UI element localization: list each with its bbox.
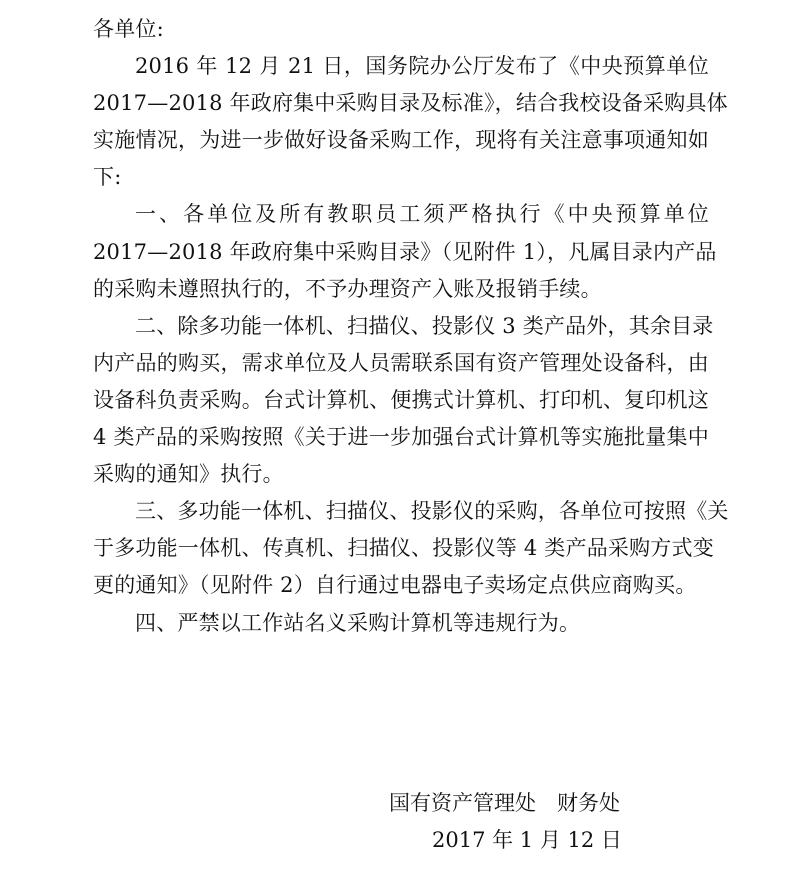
body-line: 于多功能一体机、传真机、扫描仪、投影仪等 4 类产品采购方式变 bbox=[93, 536, 714, 561]
body-line: 一、各单位及所有教职员工须严格执行《中央预算单位 bbox=[135, 202, 709, 227]
salutation: 各单位: bbox=[93, 17, 164, 41]
body-line: 2016 年 12 月 21 日，国务院办公厅发布了《中央预算单位 bbox=[135, 54, 709, 78]
body-line: 内产品的购买，需求单位及人员需联系国有资产管理处设备科，由 bbox=[93, 350, 709, 375]
body-line: 三、多功能一体机、扫描仪、投影仪的采购，各单位可按照《关 bbox=[135, 499, 729, 524]
body-line: 更的通知》（见附件 2）自行通过电器电子卖场定点供应商购买。 bbox=[93, 573, 697, 598]
body-line: 四、严禁以工作站名义采购计算机等违规行为。 bbox=[135, 610, 581, 635]
signature-date: 2017 年 1 月 12 日 bbox=[432, 828, 622, 852]
signature-issuer: 国有资产管理处 财务处 bbox=[389, 791, 620, 815]
body-line: 的采购未遵照执行的，不予办理资产入账及报销手续。 bbox=[93, 276, 602, 301]
body-line: 设备科负责采购。台式计算机、便携式计算机、打印机、复印机这 bbox=[93, 387, 709, 412]
body-line: 下: bbox=[93, 165, 122, 190]
body-line: 4 类产品的采购按照《关于进一步加强台式计算机等实施批量集中 bbox=[93, 425, 709, 449]
body-line: 实施情况，为进一步做好设备采购工作，现将有关注意事项通知如 bbox=[93, 128, 709, 153]
body-line: 采购的通知》执行。 bbox=[93, 462, 284, 487]
body-line: 2017—2018 年政府集中采购目录及标准》，结合我校设备采购具体 bbox=[93, 91, 728, 116]
body-line: 2017—2018 年政府集中采购目录》（见附件 1），凡属目录内产品 bbox=[93, 239, 717, 264]
body-line: 二、除多功能一体机、扫描仪、投影仪 3 类产品外，其余目录 bbox=[135, 313, 714, 338]
